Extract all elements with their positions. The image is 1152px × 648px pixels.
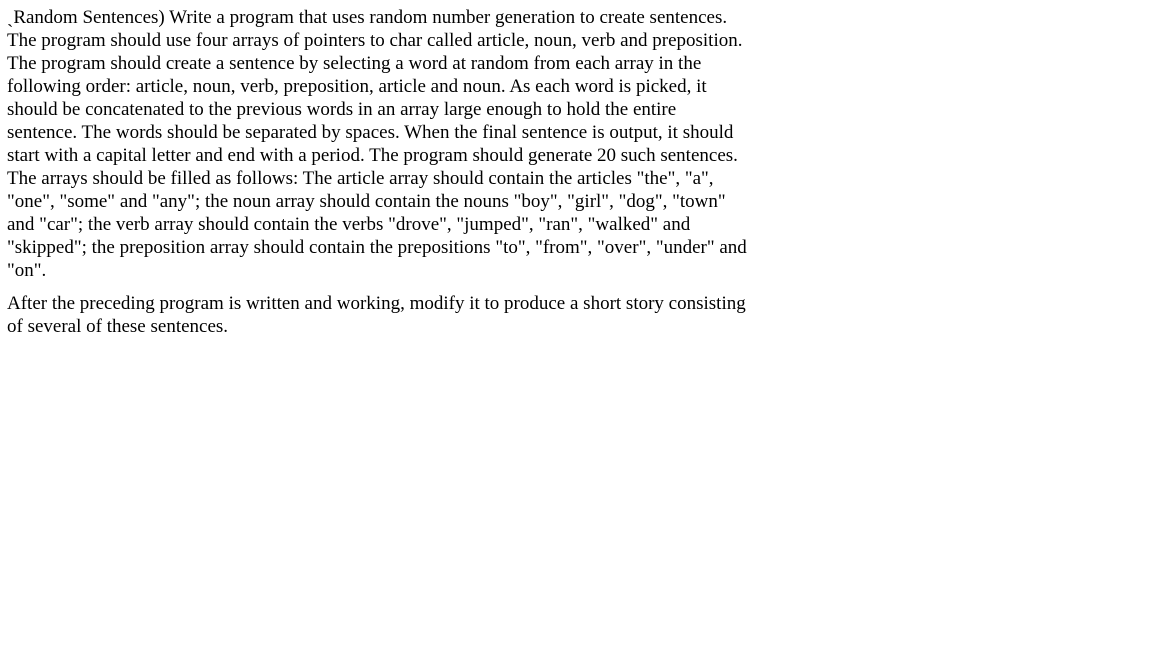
text-line: of several of these sentences. bbox=[7, 316, 229, 337]
paragraph-problem-statement bbox=[7, 6, 797, 282]
text-line: should be concatenated to the previous words in an array large enough to hold the entire bbox=[7, 99, 677, 120]
text-line: following order: article, noun, verb, preposition, article and noun. As each word is picked, it bbox=[7, 76, 707, 97]
text-line: ˎRandom Sentences) Write a program that uses random number generation to create sentences. bbox=[7, 7, 728, 28]
text-line: The arrays should be filled as follows: The article array should contain the articles "the", "a", bbox=[7, 168, 714, 189]
text-line: The program should create a sentence by selecting a word at random from each array in the bbox=[7, 53, 702, 74]
document-body bbox=[7, 6, 797, 338]
text-line: start with a capital letter and end with a period. The program should generate 20 such sentences. bbox=[7, 145, 738, 166]
text-line: "one", "some" and "any"; the noun array should contain the nouns "boy", "girl", "dog", "town" bbox=[7, 191, 726, 212]
text-line: "on". bbox=[7, 260, 47, 281]
text-line: The program should use four arrays of pointers to char called article, noun, verb and preposition. bbox=[7, 30, 743, 51]
text-line: After the preceding program is written and working, modify it to produce a short story consisting bbox=[7, 293, 746, 314]
text-line: and "car"; the verb array should contain the verbs "drove", "jumped", "ran", "walked" and bbox=[7, 214, 691, 235]
paragraph-follow-up bbox=[7, 292, 797, 338]
text-line: sentence. The words should be separated by spaces. When the final sentence is output, it should bbox=[7, 122, 734, 143]
text-line: "skipped"; the preposition array should contain the prepositions "to", "from", "over", "under" and bbox=[7, 237, 747, 258]
